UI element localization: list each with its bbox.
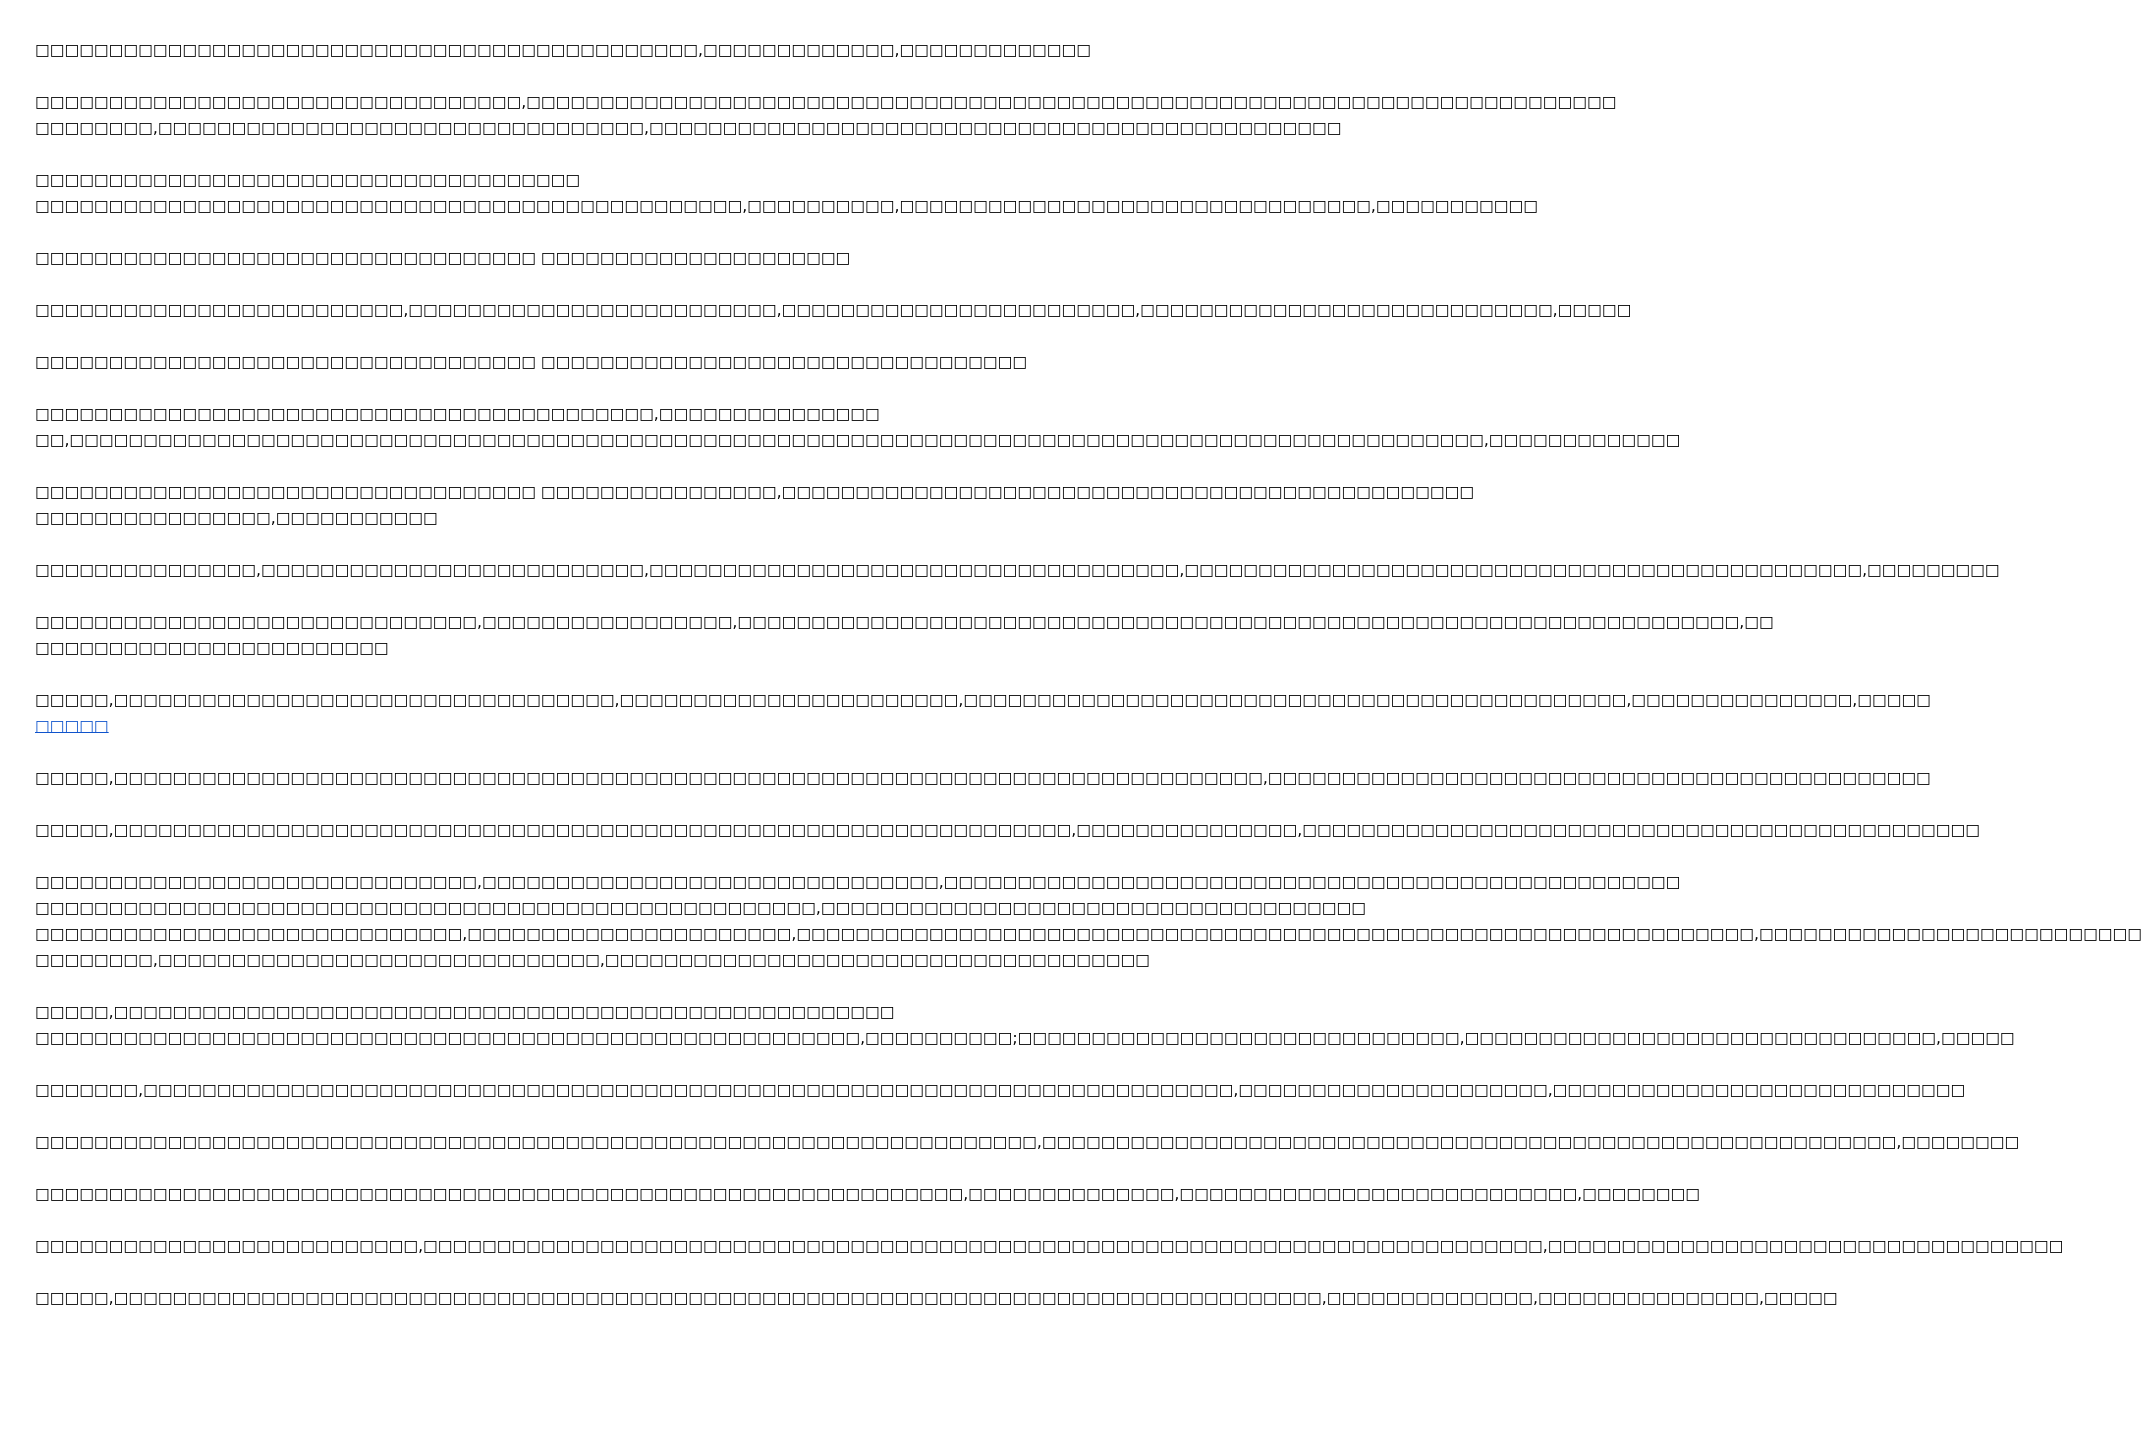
paragraph-line: □□□□□□□□□□□□□□□□□□□□□□□□□□□□□□□□□□ □□□□□□□□□□□□□□□□□□□□□ [35,249,851,267]
paragraph [35,1129,2020,1155]
paragraph-line: □□□□□□□□,□□□□□□□□□□□□□□□□□□□□□□□□□□□□□□□□□,□□□□□□□□□□□□□□□□□□□□□□□□□□□□□□□□□□□□□□□□□□□□□□□ [35,119,1342,137]
paragraph-line: □□□□□,□□□□□□□□□□□□□□□□□□□□□□□□□□□□□□□□□□,□□□□□□□□□□□□□□□□□□□□□□□,□□□□□□□□□□□□□□□□□□□□□□□□□□□□□□□□□□□□□□□□□□□□□,□□□□□□□□□□□□□□□,□□□□□ [35,691,1931,709]
paragraph-line: □□□□□□□□□□□□□□□,□□□□□□□□□□□□□□□□□□□□□□□□□□,□□□□□□□□□□□□□□□□□□□□□□□□□□□□□□□□□□□□,□□□□□□□□□□□□□□□□□□□□□□□□□□□□□□□□□□□□□□□□□□□□□□,□□□□□□□□□ [35,561,2000,579]
paragraph [35,401,1681,453]
paragraph-line: □□□□□□□□□□□□□□□□□□□□□□□□□□□□□□□□□□□□□ [35,171,581,189]
paragraph-line: □□□□□□□□□□□□□□□□□□□□□□□□□□□□□□□□□□□□□□□□□□□□□□□□□□□□□□□□□□□□□□□□□□□□,□□□□□□□□□□□□□□□□□□□□□□□□□□□□□□□□□□□□□□□□□□□□□□□□□□□□□□□□□□,□□□□□□□□ [35,1133,2020,1151]
paragraph-line: □□□□□□□□□□□□□□□□□□□□□□□□□,□□□□□□□□□□□□□□□□□□□□□□□□□,□□□□□□□□□□□□□□□□□□□□□□□□,□□□□□□□□□□□□□□□□□□□□□□□□□□□□,□□□□□ [35,301,1632,319]
paragraph-line: □□□□□□□□□□□□□□□□□□□□□□□□□□□□□□□□□□□□□□□□□□□□□□□□,□□□□□□□□□□,□□□□□□□□□□□□□□□□□□□□□□□□□□□□□□□□,□□□□□□□□□□□ [35,197,1538,215]
paragraph-line: □□□□□,□□□□□□□□□□□□□□□□□□□□□□□□□□□□□□□□□□□□□□□□□□□□□□□□□□□□□ [35,1003,895,1021]
paragraph-line: □□□□□,□□□□□□□□□□□□□□□□□□□□□□□□□□□□□□□□□□□□□□□□□□□□□□□□□□□□□□□□□□□□□□□□□□□□□□□□□□□□□□□□□□,□□□□□□□□□□□□□□,□□□□□□□□□□□□□□□,□□□□□ [35,1289,1838,1307]
paragraph [35,1077,1966,1103]
paragraph-line: □□,□□□□□□□□□□□□□□□□□□□□□□□□□□□□□□□□□□□□□□□□□□□□□□□□□□□□□□□□□□□□□□□□□□□□□□□□□□□□□□□□□□□□□□□□□□□□□□□□,□□□□□□□□□□□□□ [35,431,1681,449]
paragraph-line: □□□□□□□□□□□□□□□□□□□□□□□□ [35,639,389,657]
paragraph-line: □□□□□□□□□□□□□□□□□□□□□□□□□□□□□□□□□,□□□□□□□□□□□□□□□□□□□□□□□□□□□□□□□□□□□□□□□□□□□□□□□□□□□□□□□□□□□□□□□□□□□□□□□□□□ [35,93,1617,111]
paragraph-line: □□□□□□□□□□□□□□□□□□□□□□□□□□□□□□□□□□□□□□□□□□□□□□□□□□□□□,□□□□□□□□□□□□□□□□□□□□□□□□□□□□□□□□□□□□□ [35,899,1366,917]
paragraph [35,1181,1701,1207]
paragraph [35,37,1091,63]
paragraph-line: □□□□□□□□□□□□□□□□□□□□□□□□□□□□□□,□□□□□□□□□□□□□□□□□,□□□□□□□□□□□□□□□□□□□□□□□□□□□□□□□□□□□□□□□□□□□□□□□□□□□□□□□□□□□□□□□□□□□□,□□ [35,613,1774,631]
paragraph-line: □□□□□□□□□□□□□□□□□□□□□□□□□□□□□□□□□□□□□□□□□□,□□□□□□□□□□□□□□□ [35,405,880,423]
paragraph-line: □□□□□□□□□□□□□□□□□□□□□□□□□□,□□□□□□□□□□□□□□□□□□□□□□□□□□□□□□□□□□□□□□□□□□□□□□□□□□□□□□□□□□□□□□□□□□□□□□□□□□□□,□□□□□□□□□□□□□□□□□□□□□□□□□□□□□□□□□□□ [35,1237,2064,1255]
paragraph [35,1233,2064,1259]
paragraph [35,245,990,271]
paragraph-line: □□□□□□□□□□□□□□□□□□□□□□□□□□□□□□□□□□ □□□□□□□□□□□□□□□□□□□□□□□□□□□□□□□□□ [35,353,1028,371]
paragraph [35,167,1538,219]
paragraph [35,999,2015,1051]
paragraph-line: □□□□□□□□□□□□□□□□,□□□□□□□□□□□ [35,509,438,527]
document-body [35,37,2142,1337]
paragraph [35,817,1980,843]
paragraph-line: □□□□□□□,□□□□□□□□□□□□□□□□□□□□□□□□□□□□□□□□□□□□□□□□□□□□□□□□□□□□□□□□□□□□□□□□□□□□□□□□□□,□□□□□□□□□□□□□□□□□□□□□,□□□□□□□□□□□□□□□□□□□□□□□□□□□□ [35,1081,1966,1099]
paragraph-line: □□□□□□□□,□□□□□□□□□□□□□□□□□□□□□□□□□□□□□□,□□□□□□□□□□□□□□□□□□□□□□□□□□□□□□□□□□□□□ [35,951,1150,969]
paragraph-line: □□□□□□□□□□□□□□□□□□□□□□□□□□□□□□□□□□□□□□□□□□□□□□□□□□□□□□□□□□□□□□□,□□□□□□□□□□□□□□,□□□□□□□□□□□□□□□□□□□□□□□□□□□,□□□□□□□□ [35,1185,1701,1203]
paragraph-line: □□□□□□□□□□□□□□□□□□□□□□□□□□□□□□□□□□□□□□□□□□□□□,□□□□□□□□□□□□□,□□□□□□□□□□□□□ [35,41,1091,59]
paragraph [35,89,1617,141]
paragraph-line: □□□□□□□□□□□□□□□□□□□□□□□□□□□□□□□□□□□□□□□□□□□□□□□□□□□□□□□□,□□□□□□□□□□;□□□□□□□□□□□□□□□□□□□□□□□□□□□□□□,□□□□□□□□□□□□□□□□□□□□□□□□□□□□□□□□,□□□□□ [35,1029,2015,1047]
paragraph-line: □□□□□□□□□□□□□□□□□□□□□□□□□□□□□□,□□□□□□□□□□□□□□□□□□□□□□□□□□□□□□□,□□□□□□□□□□□□□□□□□□□□□□□□□□□□□□□□□□□□□□□□□□□□□□□□□□ [35,873,1681,891]
paragraph-line: □□□□□□□□□□□□□□□□□□□□□□□□□□□□□□□□□□ □□□□□□□□□□□□□□□□,□□□□□□□□□□□□□□□□□□□□□□□□□□□□□□□□□□□□□□□□□□□□□□□ [35,483,1475,501]
paragraph-line: □□□□□,□□□□□□□□□□□□□□□□□□□□□□□□□□□□□□□□□□□□□□□□□□□□□□□□□□□□□□□□□□□□□□□□□□□□□□□□□□□□□□,□□□□□□□□□□□□□□□□□□□□□□□□□□□□□□□□□□□□□□□□□□□□□ [35,769,1931,787]
inline-link[interactable]: □□□□□ [35,717,109,735]
paragraph [35,297,1632,323]
paragraph [35,609,1774,661]
paragraph [35,1285,1838,1311]
paragraph-line: □□□□□□□□□□□□□□□□□□□□□□□□□□□□□,□□□□□□□□□□□□□□□□□□□□□□,□□□□□□□□□□□□□□□□□□□□□□□□□□□□□□□□□□□□□□□□□□□□□□□□□□□□□□□□□□□□□□□□□,□□□□□□□□□□□□□□□□□□□□□□□□□□ [35,925,2142,943]
paragraph [35,479,1475,531]
paragraph [35,869,2142,973]
paragraph [35,557,2000,583]
paragraph [35,349,1028,375]
paragraph-line: □□□□□,□□□□□□□□□□□□□□□□□□□□□□□□□□□□□□□□□□□□□□□□□□□□□□□□□□□□□□□□□□□□□□□□□,□□□□□□□□□□□□□□□,□□□□□□□□□□□□□□□□□□□□□□□□□□□□□□□□□□□□□□□□□□□□□□ [35,821,1980,839]
paragraph [35,765,1931,791]
paragraph [35,687,1931,739]
paragraph-line [35,713,990,739]
